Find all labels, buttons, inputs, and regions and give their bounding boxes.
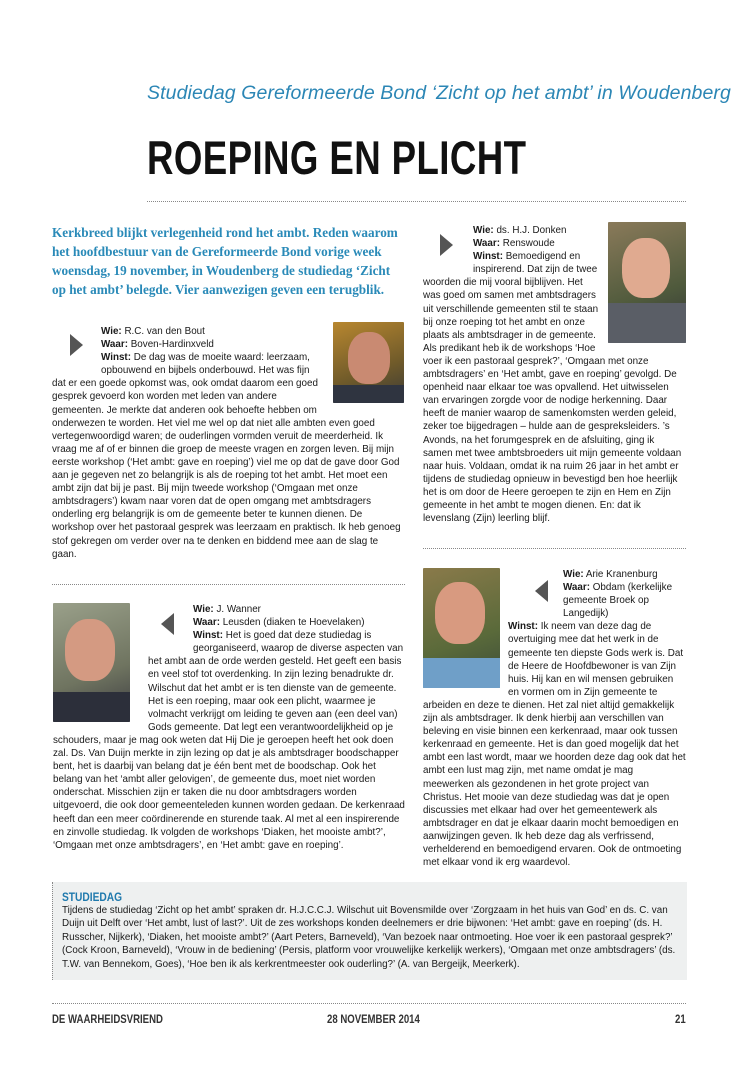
page-title: ROEPING EN PLICHT [147, 131, 527, 184]
where: Leusden (diaken te Hoevelaken) [222, 617, 365, 629]
who: ds. H.J. Donken [496, 225, 567, 236]
portrait-photo [53, 603, 130, 722]
divider [423, 548, 686, 549]
who: R.C. van den Bout [124, 326, 205, 337]
divider [147, 201, 686, 202]
footer-divider [52, 1003, 686, 1004]
takeaway: De dag was de moeite waard: leerzaam, opbouwend en bijbels onderbouwd. Het was fijn dat er een goede opkomst was, ook omdat daarom een goed gesprek gevoerd kon worden met leden van andere gemeenten. Je merkte dat anderen ook behoefte hebben om onderwezen te worden. Het viel me wel op dat niet alle ambten even goed vertegenwoordigd waren; de ouderlingen vormden veruit de meerderheid. Ik vraag me af of er binnen die groep de meeste vragen en zorgen leven. Bij mijn eerste workshop (‘Het ambt: gave en roeping’) viel me op dat de gave door God aan je gegeven net zo belangrijk is als de roeping tot het ambt. Het moet een ambt zijn dat bij je past. Bij mijn tweede workshop (‘Omgaan met onze ambtsdragers’) kwam naar voren dat de open omgang met ambtsdragers onderling erg belangrijk is om de gemeente beter te kunnen dienen. De workshop over het pastoraal gesprek was leerzaam en praktisch. Ik heb genoeg stof gekregen om verder over na te denken en biddend mee aan de slag te gaan. [52, 352, 401, 560]
arrow-left-icon [535, 580, 548, 602]
takeaway: Bemoedigend en inspirerend. Dat zijn de twee woorden die mij vooral bijblijven. Het was goed om samen met ambtsdragers uit verschillende gemeenten stil te staan bij onze roeping tot het ambt en onze plaats als ambtsdrager in de gemeente. Als predikant heb ik de workshops ‘Hoe voer ik een pastoraal gesprek?’, ‘Omgaan met onze ambtsdragers’ en ‘Het ambt, gave en roeping’ gevolgd. De openheid naar elkaar toe was opvallend. Het uitwisselen van ervaringen zorgde voor de nodige herkenning. Daar heeft de manier waarop de samenkomsten werden geleid, zeker toe bijgedragen – hulde aan de gespreksleiders. ’s Avonds, na het forumgesprek en de afsluiting, ging ik samen met twee ambtsbroeders uit mijn gemeente voldaan naar huis. Voldaan, omdat ik na ruim 26 jaar in het ambt er tijdens de studiedag opnieuw in bevestigd ben hoe heerlijk het is om door de Heere geroepen te zijn en Hem en Zijn gemeente in het ambt te mogen dienen. En: dat ik levenslang (Zijn) leerling blijf. [423, 251, 682, 525]
arrow-right-icon [440, 234, 453, 256]
divider [52, 584, 405, 585]
infobox-heading: STUDIEDAG [62, 890, 123, 904]
arrow-left-icon [161, 613, 174, 635]
testimony-kranenburg: Wie: Arie Kranenburg Waar: Obdam (kerkelijke gemeente Broek op Langedijk) Winst: Ik neem van deze dag de overtuiging mee dat het werk in de gemeente ten diepste Gods werk is. Dat de Heere de Hoofdbewoner is van Zijn huis. Hij kan en wil mensen gebruiken en vormen om in Zijn gemeente te arbeiden en deze te dienen. Het zal niet altijd gemakkelijk zijn als ambtsdrager. Ik denk hierbij aan verschillen van beleving en visie binnen een kerkenraad, maar ook tussen kerkenraad en gemeente. Het is dan goed mogelijk dat het ambt een last wordt, maar we hoorden deze dag ook dat het ambt een lust mag zijn, met name omdat je mag meewerken als gezondenen in het grote project van Christus. Het mooie van deze studiedag was dat je open discussies met elkaar had over het gemeentewerk als ambtsdrager en dat je elkaar daarin mocht bemoedigen en aanwijzingen geven. Ik heb deze dag als verfrissend, verhelderend en bemoedigend ervaren. Ook de ontmoeting met elkaar vond ik erg waardevol. [423, 569, 686, 869]
page-number: 21 [675, 1012, 686, 1026]
takeaway: Het is goed dat deze studiedag is georganiseerd, waarop de diverse aspecten van het ambt aan de orde werden gesteld. Het geeft een basis en veel stof tot overdenking. In zijn lezing benadrukte dr. Wilschut dat het ambt er is ten dienste van de gemeente. Het is een roeping, maar ook een plicht, waarmee je volmacht verkrijgt om leiding te geven aan (een deel van) Gods gemeente. Dat legt een verantwoordelijkheid op je schouders, maar je mag ook weten dat Hij Die je geroepen heeft het ook doen zal. Ds. Van Duijn merkte in zijn lezing op dat je als ambtsdrager boodschapper bent, het is daarbij van belang dat je één bent met de boodschap. Ook het belang van het ‘ambt aller gelovigen’, de gemeente dus, moet niet worden onderschat. Misschien zijn er taken die nu door ambtsdragers worden uitgevoerd, die ook door gemeenteleden kunnen worden gedaan. De kerkenraad heeft dan een meer coördinerende en sturende taak. Al met al een inspirerende en zinvolle studiedag. Ik volgden de workshops ‘Diaken, het mooiste ambt?’, ‘Omgaan met onze ambtsdragers’, en ‘Het ambt: gave en roeping’. [53, 630, 405, 851]
where: Boven-Hardinxveld [130, 339, 214, 351]
arrow-spacer [508, 568, 563, 620]
takeaway: Ik neem van deze dag de overtuiging mee dat het werk in de gemeente ten diepste Gods werk is. Dat de Heere de Hoofdbewoner is van Zijn huis. Hij kan en wil mensen gebruiken en vormen om in Zijn gemeente te arbeiden en deze te dienen. Het zal niet altijd gemakkelijk zijn als ambtsdrager. Ik denk hierbij aan verschillen van beleving en visie binnen een kerkenraad, maar ook tussen kerkenraad en gemeente. Het is dan goed mogelijk dat het ambt een last wordt, maar we hoorden deze dag ook dat het ambt een lust mag zijn, met name omdat je mag meewerken als gezondenen in het grote project van Christus. Het mooie van deze studiedag was dat je open discussies met elkaar had over het gemeentewerk als ambtsdrager en dat je elkaar daarin mocht bemoedigen en aanwijzingen geven. Ik heb deze dag als verfrissend, verhelderend en bemoedigend ervaren. Ook de ontmoeting met elkaar vond ik erg waardevol. [423, 621, 686, 869]
testimony-bout: Wie: R.C. van den Bout Waar: Boven-Hardinxveld Winst: De dag was de moeite waard: leerzaam, opbouwend en bijbels onderbouwd. Het was fijn dat er een goede opkomst was, ook omdat daarom een goed gesprek gevoerd kon worden met leden van andere gemeenten. Je merkte dat anderen ook behoefte hebben om onderwezen te worden. Het viel me wel op dat niet alle ambten even goed vertegenwoordigd waren; de ouderlingen vormden veruit de meerderheid. Ik vraag me af of er binnen die groep de meeste vragen en zorgen leven. Bij mijn eerste workshop (‘Het ambt: gave en roeping’) viel me op dat de gave door God aan je gegeven net zo belangrijk is als de roeping tot het ambt. Het moet een ambt zijn dat bij je past. Bij mijn tweede workshop (‘Omgaan met onze ambtsdragers’) kwam naar voren dat de open omgang met ambtsdragers onderling erg belangrijk is om de gemeente beter te kunnen dienen. De workshop over het pastoraal gesprek was leerzaam en praktisch. Ik heb genoeg stof gekregen om verder over na te denken en biddend mee aan de slag te gaan. [52, 322, 404, 561]
publication-name: DE WAARHEIDSVRIEND [52, 1012, 163, 1026]
arrow-spacer [423, 222, 473, 274]
arrow-right-icon [70, 334, 83, 356]
portrait-photo [608, 222, 686, 343]
article-kicker: Studiedag Gereformeerde Bond ‘Zicht op het ambt’ in Woudenberg [147, 82, 731, 104]
who: Arie Kranenburg [585, 569, 658, 580]
who: J. Wanner [216, 604, 261, 615]
arrow-spacer [52, 322, 101, 374]
issue-date: 28 NOVEMBER 2014 [327, 1012, 420, 1026]
arrow-spacer [148, 603, 193, 655]
where: Obdam (kerkelijke gemeente Broek op Langedijk) [563, 582, 673, 620]
article-intro: Kerkbreed blijkt verlegenheid rond het ambt. Reden waarom het hoofdbestuur van de Gereformeerde Bond vorige week woensdag, 19 november, in Woudenberg de studiedag ‘Zicht op het ambt’ belegde. Vier aanwezigen geven een terugblik. [52, 225, 398, 297]
portrait-photo [333, 322, 404, 403]
testimony-wanner: Wie: J. Wanner Waar: Leusden (diaken te Hoevelaken) Winst: Het is goed dat deze studiedag is georganiseerd, waarop de diverse aspecten van het ambt aan de orde werden gesteld. Het geeft een basis en veel stof tot overdenking. In zijn lezing benadrukte dr. Wilschut dat het ambt er is ten dienste van de gemeente. Het is een roeping, maar ook een plicht, waarmee je volmacht verkrijgt om leiding te geven aan (een deel van) Gods gemeente. Dat legt een verantwoordelijkheid op je schouders, maar je mag ook weten dat Hij Die je geroepen heeft het ook doen zal. Ds. Van Duijn merkte in zijn lezing op dat je als ambtsdrager boodschapper bent, het is daarbij van belang dat je één bent met de boodschap. Ook het belang van het ‘ambt aller gelovigen’, de gemeente dus, moet niet worden onderschat. Misschien zijn er taken die nu door ambtsdragers worden uitgevoerd, die ook door gemeenteleden kunnen worden gedaan. De kerkenraad heeft dan een meer coördinerende en sturende taak. Al met al een inspirerende en zinvolle studiedag. Ik volgden de workshops ‘Diaken, het mooiste ambt?’, ‘Omgaan met onze ambtsdragers’, en ‘Het ambt: gave en roeping’. [53, 604, 405, 851]
studiedag-infobox [52, 882, 687, 980]
portrait-photo [423, 568, 500, 688]
where: Renswoude [502, 238, 555, 250]
testimony-donken: Wie: ds. H.J. Donken Waar: Renswoude Winst: Bemoedigend en inspirerend. Dat zijn de twee woorden die mij vooral bijblijven. Het was goed om samen met ambtsdragers uit verschillende gemeenten stil te staan bij onze roeping tot het ambt en onze plaats als ambtsdrager in de gemeente. Als predikant heb ik de workshops ‘Hoe voer ik een pastoraal gesprek?’, ‘Omgaan met onze ambtsdragers’ en ‘Het ambt, gave en roeping’ gevolgd. De openheid naar elkaar toe was opvallend. Het uitwisselen van ervaringen zorgde voor de nodige herkenning. Daar heeft de manier waarop de samenkomsten werden geleid, zeker toe bijgedragen – hulde aan de gespreksleiders. ’s Avonds, na het forumgesprek en de afsluiting, ging ik samen met twee ambtsbroeders uit mijn gemeente voldaan naar huis. Voldaan, omdat ik na ruim 26 jaar in het ambt er tijdens de studiedag opnieuw in bevestigd ben hoe heerlijk het is om door de Heere geroepen te zijn en Hem en Zijn gemeente in het ambt te mogen dienen. En: dat ik levenslang (Zijn) leerling blijf. [423, 222, 686, 525]
infobox-text: Tijdens de studiedag ‘Zicht op het ambt’ spraken dr. H.J.C.C.J. Wilschut uit Bovensmilde over ‘Zorgzaam in het huis van God’ en ds. C. van Duijn uit Delft over ‘Het ambt, lust of last?’. Uit de zes workshops konden deelnemers er drie bijwonen: ‘Het ambt: gave en roeping’ (ds. H. Russcher, Nijkerk), ‘Diaken, het mooiste ambt?’ (Aart Peters, Barneveld), ‘Van bezoek naar ontmoeting. Hoe voer ik een pastoraal gesprek?’ (Cock Kroon, Barneveld), ‘Vrouw in de bediening’ (Persis, platform voor vrouwelijke kerkelijk werkers), ‘Omgaan met onze ambtsdragers’ (ds. T.W. van Bennekom, Goes), ‘Hoe ben ik als kerkrentmeester ook ouderling?’ (A. van Bergeijk, Meerkerk). [62, 905, 676, 970]
